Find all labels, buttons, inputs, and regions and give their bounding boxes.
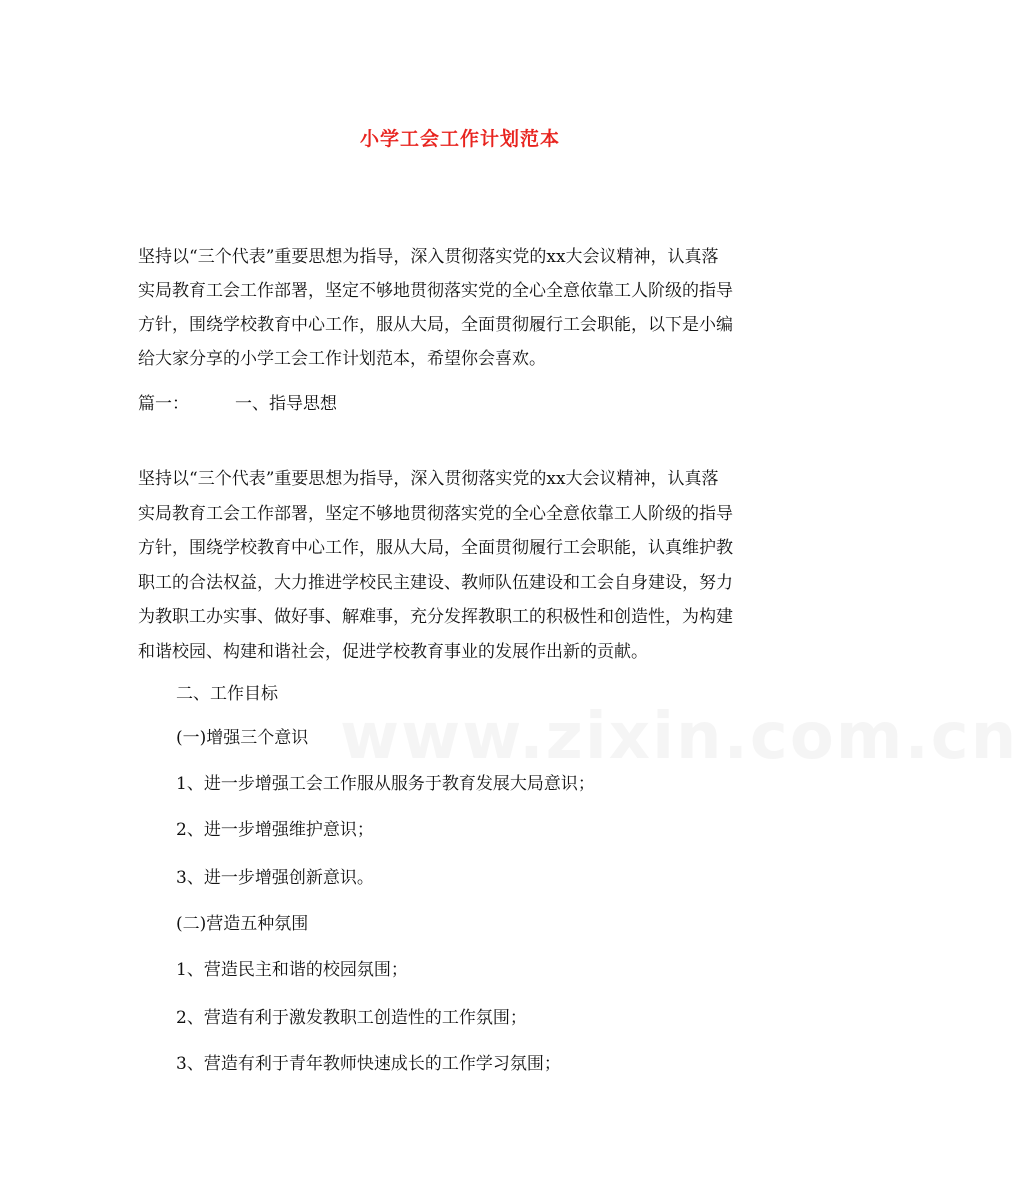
watermark-text: www.zixin.com.cn xyxy=(340,700,1018,774)
document-title: 小学工会工作计划范本 xyxy=(359,128,560,150)
section2-heading: 二、工作目标 xyxy=(176,684,278,704)
piece-label: 篇一： xyxy=(138,394,189,414)
piece-heading-row xyxy=(138,390,337,418)
sub1-heading: (一)增强三个意识 xyxy=(176,728,309,748)
sub2-item: 1、营造民主和谐的校园氛围； xyxy=(176,960,408,980)
section1-heading: 一、指导思想 xyxy=(235,394,337,414)
intro-paragraph xyxy=(138,240,778,376)
sub2-heading: (二)营造五种氛围 xyxy=(176,914,309,934)
section1-line: 实局教育工会工作部署，坚定不够地贯彻落实党的全心全意依靠工人阶级的指导 xyxy=(138,503,733,524)
sub2-item: 2、营造有利于激发教职工创造性的工作氛围； xyxy=(176,1008,527,1028)
sub1-item: 2、进一步增强维护意识； xyxy=(176,820,374,840)
section1-paragraph xyxy=(138,462,778,669)
sub1-item: 1、进一步增强工会工作服从服务于教育发展大局意识； xyxy=(176,774,595,794)
section1-line: 坚持以“三个代表”重要思想为指导，深入贯彻落实党的xx大会议精神，认真落 xyxy=(138,469,719,489)
intro-line: 方针，围绕学校教育中心工作，服从大局，全面贯彻履行工会职能，以下是小编 xyxy=(138,315,733,335)
sub2-item: 3、营造有利于青年教师快速成长的工作学习氛围； xyxy=(176,1054,561,1074)
section1-line: 方针，围绕学校教育中心工作，服从大局，全面贯彻履行工会职能，认真维护教 xyxy=(138,538,733,558)
intro-line: 实局教育工会工作部署，坚定不够地贯彻落实党的全心全意依靠工人阶级的指导 xyxy=(138,281,733,301)
sub1-item: 3、进一步增强创新意识。 xyxy=(176,868,374,888)
section1-line: 和谐校园、构建和谐社会，促进学校教育事业的发展作出新的贡献。 xyxy=(138,641,648,662)
intro-line: 给大家分享的小学工会工作计划范本，希望你会喜欢。 xyxy=(138,349,546,369)
intro-line: 坚持以“三个代表”重要思想为指导，深入贯彻落实党的xx大会议精神，认真落 xyxy=(138,247,719,267)
section1-line: 职工的合法权益，大力推进学校民主建设、教师队伍建设和工会自身建设，努力 xyxy=(138,572,733,593)
section1-line: 为教职工办实事、做好事、解难事，充分发挥教职工的积极性和创造性，为构建 xyxy=(138,607,733,627)
